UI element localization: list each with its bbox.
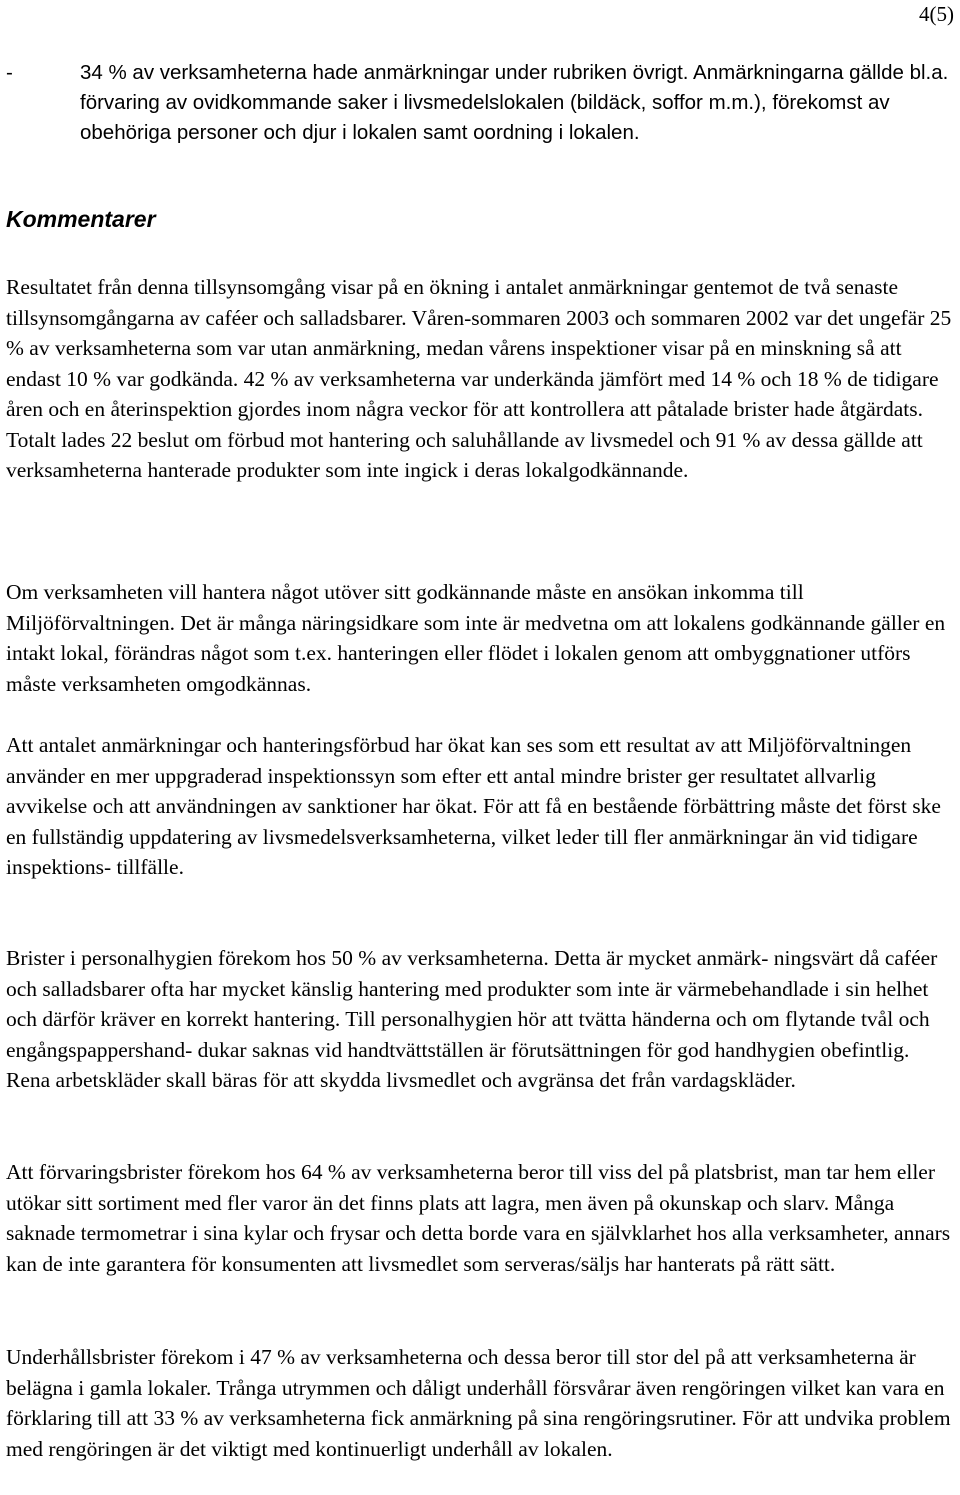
paragraph-results: Resultatet från denna tillsynsomgång visar på en ökning i antalet anmärkningar gentemot de två senaste tillsynsomgångarna av caféer och salladsbarer. Våren-sommaren 2003 och sommaren 2002 var det ungefär 25 % av verksamheterna som var utan anmärkning, medan vårens inspektioner visar på en minskning så att endast 10 % var godkända. 42 % av verksamheterna var underkända jämfört med 14 % och 18 % de tidigare åren och en återinspektion gjordes inom några veckor för att kontrollera att påtalade brister hade åtgärdats. Totalt lades 22 beslut om förbud mot hantering och saluhållande av livsmedel och 91 % av dessa gällde att verksamheterna hanterade produkter som inte ingick i deras lokalgodkännande.	[6, 275, 952, 482]
bullet-text: 34 % av verksamheterna hade anmärkningar under rubriken övrigt. Anmärkningarna gällde bl.a. förvaring av ovidkommande saker i livsmedelslokalen (bildäck, soffor m.m.), förekomst av obehöriga personer och djur i lokalen samt oordning i lokalen.	[80, 61, 949, 144]
section-heading: Kommentarer	[6, 206, 156, 232]
bullet-item	[6, 58, 956, 148]
paragraph-maintenance: Underhållsbrister förekom i 47 % av verksamheterna och dessa beror till stor del på att verksamheterna är belägna i gamla lokaler. Trånga utrymmen och dåligt underhåll försvårar även rengöringen vilket kan vara en förklaring till att 33 % av verksamheterna fick anmärkning på sina rengöringsrutiner. För att undvika problem med rengöringen är det viktigt med kontinuerligt underhåll av lokalen.	[6, 1345, 951, 1461]
paragraph-remarks-increase: Att antalet anmärkningar och hanteringsförbud har ökat kan ses som ett resultat av att Miljöförvaltningen använder en mer uppgraderad inspektionssyn som efter ett antal mindre brister ger resultatet allvarlig avvikelse och att användningen av sanktioner har ökat. För att få en bestående förbättring måste det först ske en fullständig uppdatering av livsmedelsverksamheterna, vilket leder till fler anmärkningar än vid tidigare inspektions- tillfälle.	[6, 733, 941, 879]
paragraph-approval: Om verksamheten vill hantera något utöver sitt godkännande måste en ansökan inkomma till Miljöförvaltningen. Det är många näringsidkare som inte är medvetna om att lokalens godkännande gäller en intakt lokal, förändras något som t.ex. hanteringen eller flödet i lokalen genom att ombyggnationer utförs måste verksamheten omgodkännas.	[6, 580, 946, 696]
page-number: 4(5)	[919, 2, 954, 26]
bullet-dash: -	[6, 61, 13, 84]
paragraph-hygiene: Brister i personalhygien förekom hos 50 % av verksamheterna. Detta är mycket anmärk- ningsvärt då caféer och salladsbarer ofta har mycket känslig hantering med produkter som inte är värmebehandlade i sin helhet och därför kräver en korrekt hantering. Till personalhygien hör att tvätta händerna och om flytande tvål och engångspappershand- dukar saknas vid handtvättställen är förutsättningen för god handhygien obefintlig. Rena arbetskläder skall bäras för att skydda livsmedlet och avgränsa det från vardagskläder.	[6, 946, 938, 1092]
paragraph-storage: Att förvaringsbrister förekom hos 64 % av verksamheterna beror till viss del på platsbrist, man tar hem eller utökar sitt sortiment med fler varor än det finns plats att lagra, men även på okunskap och slarv. Många saknade termometrar i sina kylar och frysar och detta borde vara en självklarhet hos alla verksamheter, annars kan de inte garantera för konsumenten att livsmedlet som serveras/säljs har hanterats på rätt sätt.	[6, 1160, 951, 1276]
